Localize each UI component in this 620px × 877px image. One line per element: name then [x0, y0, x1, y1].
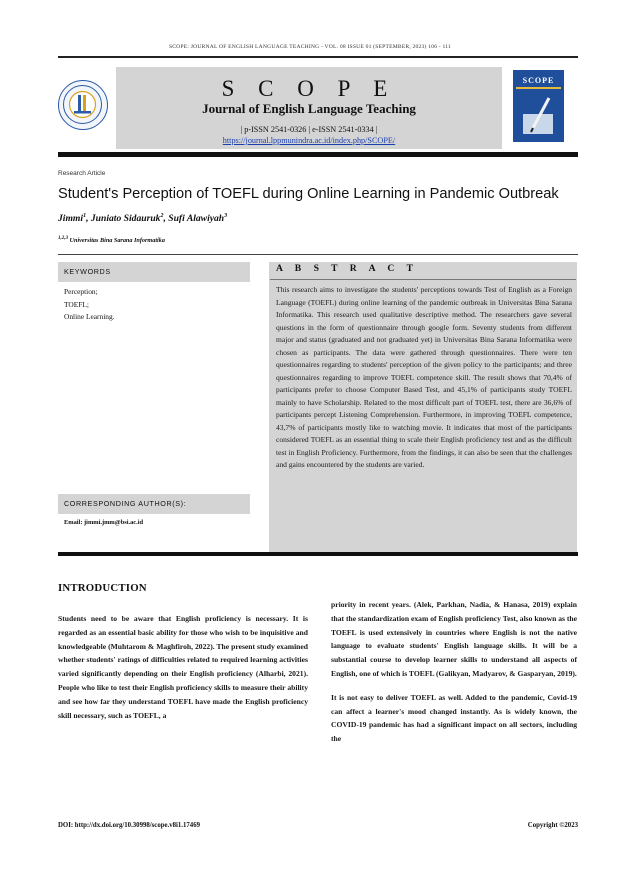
- corresponding-email[interactable]: Email: jimmi.jmm@bsi.ac.id: [64, 519, 144, 526]
- introduction-heading: INTRODUCTION: [58, 582, 147, 594]
- cover-pen-icon: [519, 94, 559, 138]
- abstract-rule: [270, 279, 576, 280]
- journal-url-link[interactable]: https://journal.lppmunindra.ac.id/index.php/SCOPE/: [222, 136, 396, 145]
- introduction-left-column: Students need to be aware that English proficiency is necessary. It is regarded as an essential basic ability for those who wish to be inquisitive and knowledgeable (Muhtarom & Maghfiroh, 2022). The present study examined whether students' ratings of difficulties related to required learning activities varied significantly depending on their English proficiency (Alharbi, 2021). People who like to test their English proficiency skills to measure their ability and see how far they understand TOEFL have made the English proficiency skill necessary, such as TOEFL, a: [58, 614, 308, 720]
- introduction-right-column: [331, 598, 577, 756]
- cover-title: SCOPE: [522, 76, 555, 85]
- keyword-item: Perception;: [64, 287, 98, 296]
- author-name: Juniato Sidauruk: [90, 213, 161, 225]
- paper-title: Student's Perception of TOEFL during Online Learning in Pandemic Outbreak: [58, 186, 559, 202]
- running-header: SCOPE: JOURNAL OF ENGLISH LANGUAGE TEACHING - VOL. 08 ISSUE 01 (SEPTEMBER, 2023) 106 - 111: [168, 44, 452, 50]
- article-type: Research Article: [58, 170, 106, 177]
- abstract-text: This research aims to investigate the students' perceptions towards Test of English as a Foreign Language (TOEFL) during online learning of the pandemic outbreak in Universitas Bina Sarana Informatika. This research used qualitative descriptive method. The researchers gave several questions in the form of questionnaire through google form. Seventy students from different major and status (graduated and not graduated yet) in Universitas Bina Sarana Informatika were chosen as participants. The data were gathered through questionnaires. There were ten questionnaires regarding to students' perception of the given policy to the participants; and three questionnaires regarding to improve TOEFL competence skill. The result shows that 70,4% of participants prefer to choose Computer Based Test, and 45,1% of participants study TOEFL mainly to have Scholarship. Related to the most difficult part of TOEFL test, there are 36,6% of participants percept Listening Comprehension. Furthermore, in improving TOEFL competence, 43,7% of participants mostly like to watching movie. It indicates that most of the participants considered TOEFL as an essential thing to scale their English proficiency test and as the difficult test in English Proficiency. Furthermore, from the findings, it can also be seen that the challenges and gains encountered by the students are varied.: [276, 285, 572, 469]
- affiliation-sup: 1,2,3: [58, 236, 68, 241]
- author-name: Jimmi: [58, 213, 84, 225]
- keyword-list: [64, 286, 244, 324]
- footer-doi[interactable]: DOI: http://dx.doi.org/10.30998/scope.v8i1.17469: [58, 822, 200, 829]
- university-logo: [58, 80, 108, 130]
- journal-title: S C O P E: [221, 76, 397, 101]
- journal-cover-thumbnail: [513, 70, 564, 142]
- body-paragraph: It is not easy to deliver TOEFL as well. Added to the pandemic, Covid-19 can affect a learner's mood changed instantly. As is widely known, the COVID-19 pandemic has had a significant impact on all sectors, including the: [331, 692, 577, 744]
- abstract-bottom-rule: [58, 552, 578, 556]
- body-paragraph: priority in recent years. (Alek, Parkhan, Nadia, & Hanasa, 2019) explain that the standardization exam of English proficiency Test, also known as the TOEFL is used extensively in countries where English is not the native language to evaluate students' English language skills. It will be a substantial course to develop learner skills to understand all aspects of English, one of which is TOEFL (Galikyan, Madyarov, & Gasparyan, 2019).: [331, 600, 577, 678]
- journal-subtitle: Journal of English Language Teaching: [202, 101, 416, 116]
- author-sup: 1: [83, 213, 87, 219]
- cover-stripe: [516, 87, 561, 89]
- section-rule: [58, 254, 578, 255]
- affiliation-text: Universitas Bina Sarana Informatika: [69, 237, 165, 245]
- corresponding-author-header: CORRESPONDING AUTHOR(S):: [58, 494, 250, 514]
- author-sup: 2: [160, 213, 164, 219]
- keywords-header: KEYWORDS: [58, 262, 250, 282]
- footer-copyright: Copyright ©2023: [527, 822, 578, 829]
- journal-issn: | p-ISSN 2541-0326 | e-ISSN 2541-0334 |: [240, 125, 378, 134]
- author-sup: 3: [224, 213, 228, 219]
- author-list: Jimmi$^1$, Juniato Sidauruk$^2$, Sufi Alawiyah$^3$: [58, 213, 228, 225]
- university-seal-icon: [59, 81, 106, 128]
- keyword-item: Online Learning.: [64, 312, 115, 322]
- masthead-rule: [58, 152, 578, 157]
- affiliation: [58, 236, 165, 244]
- header-rule: [58, 56, 578, 58]
- abstract-header: A B S T R A C T: [276, 263, 418, 274]
- author-name: Sufi Alawiyah: [168, 213, 225, 225]
- keyword-item: TOEFL;: [64, 299, 89, 309]
